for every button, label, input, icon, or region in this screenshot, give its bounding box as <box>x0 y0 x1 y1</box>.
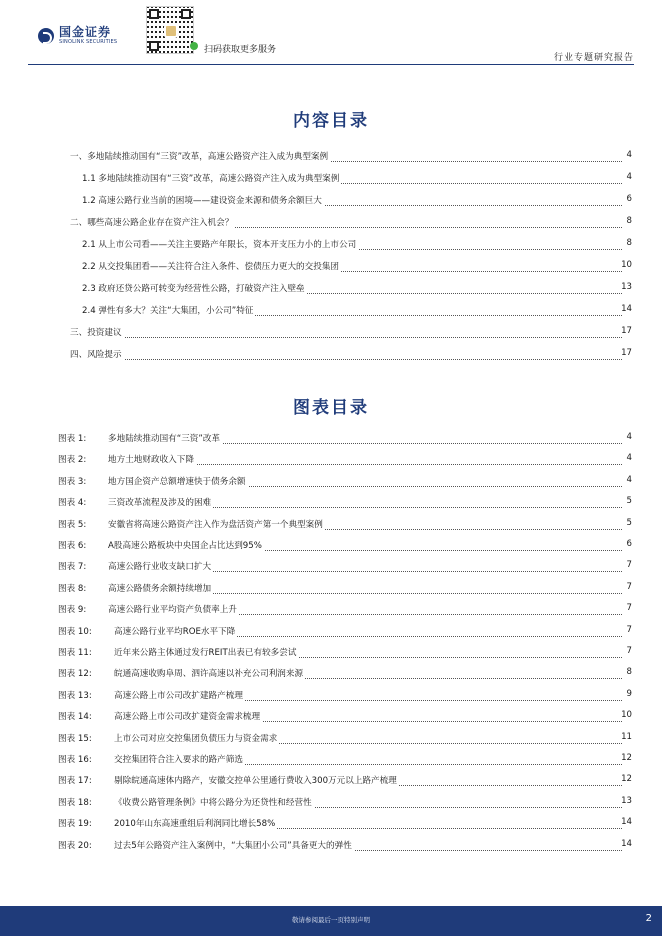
figure-entry[interactable] <box>0 432 662 448</box>
figure-entry[interactable] <box>0 732 662 748</box>
figure-label: 图表 19: <box>58 819 92 829</box>
figure-title: 《收费公路管理条例》中将公路分为还贷性和经营性 <box>114 798 312 808</box>
figure-page-number: 6 <box>620 539 632 549</box>
figure-label: 图表 13: <box>58 691 92 701</box>
figure-entry-text <box>58 774 399 786</box>
figure-entry-text <box>58 560 213 572</box>
figure-entry[interactable] <box>0 774 662 790</box>
figure-page-number: 12 <box>621 753 632 763</box>
figure-title: A股高速公路板块中央国企占比达到95% <box>108 541 262 551</box>
contents-entry-text: 2.3 政府还贷公路可转变为经营性公路，打破资产注入壁垒 <box>82 284 305 294</box>
footer-disclaimer: 敬请参阅最后一页特别声明 <box>292 916 370 924</box>
figure-label: 图表 18: <box>58 798 92 808</box>
figure-entry-text <box>58 839 354 851</box>
figure-title: 高速公路债务余额持续增加 <box>108 584 212 594</box>
figure-page-number: 7 <box>620 560 632 570</box>
figure-entry[interactable] <box>0 753 662 769</box>
figure-label: 图表 11: <box>58 648 92 658</box>
figure-entry[interactable] <box>0 646 662 662</box>
figure-entry-text <box>58 689 245 701</box>
figure-page-number: 4 <box>620 453 632 463</box>
contents-page-number: 4 <box>620 172 632 182</box>
contents-entry-text: 四、风险提示 <box>70 350 122 360</box>
figure-title: 地方土地财政收入下降 <box>108 455 194 465</box>
contents-page-number: 6 <box>620 194 632 204</box>
figure-title: 多地陆续推动国有“三资”改革 <box>108 434 221 444</box>
qr-code-icon[interactable] <box>146 6 194 54</box>
figure-label: 图表 3: <box>58 477 87 487</box>
contents-page-number: 8 <box>620 238 632 248</box>
figure-entry[interactable] <box>0 796 662 812</box>
figure-page-number: 4 <box>620 432 632 442</box>
logo-english-name: SINOLINK SECURITIES <box>59 39 118 45</box>
contents-entry-text: 一、多地陆续推动国有“三资”改革，高速公路资产注入成为典型案例 <box>70 152 329 162</box>
figure-title: 2010年山东高速重组后利润同比增长58% <box>114 819 276 829</box>
contents-page-number: 13 <box>621 282 632 292</box>
figure-page-number: 4 <box>620 475 632 485</box>
company-logo <box>38 26 117 45</box>
figure-label: 图表 10: <box>58 627 92 637</box>
page-header <box>0 0 662 62</box>
figure-entry[interactable] <box>0 475 662 491</box>
figure-label: 图表 6: <box>58 541 87 551</box>
contents-entry[interactable] <box>0 216 662 232</box>
figure-page-number: 7 <box>620 582 632 592</box>
figure-entry-text <box>58 496 213 508</box>
figure-label: 图表 7: <box>58 562 87 572</box>
contents-entry[interactable] <box>0 282 662 298</box>
figure-page-number: 10 <box>621 710 632 720</box>
figure-entry-text <box>58 817 277 829</box>
contents-page-number: 4 <box>620 150 632 160</box>
figure-entry-text <box>58 518 325 530</box>
figure-entry-text <box>58 539 264 551</box>
dot-leader <box>70 337 622 338</box>
figure-entry[interactable] <box>0 603 662 619</box>
figure-page-number: 7 <box>620 625 632 635</box>
figure-entry-text <box>58 582 213 594</box>
figure-page-number: 7 <box>620 603 632 613</box>
figure-title: 过去5年公路资产注入案例中，“大集团小公司”具备更大的弹性 <box>114 841 352 851</box>
figure-label: 图表 1: <box>58 434 87 444</box>
contents-page-number: 10 <box>621 260 632 270</box>
scan-prompt: 扫码获取更多服务 <box>204 45 277 55</box>
figure-entry[interactable] <box>0 453 662 469</box>
figure-label: 图表 20: <box>58 841 92 851</box>
figure-entry[interactable] <box>0 560 662 576</box>
contents-entry[interactable] <box>0 304 662 320</box>
figure-label: 图表 12: <box>58 669 92 679</box>
figure-title: 近年来公路主体通过发行REIT出表已有较多尝试 <box>114 648 297 658</box>
contents-page-number: 8 <box>620 216 632 226</box>
dot-leader <box>70 359 622 360</box>
figure-entry-text <box>58 753 245 765</box>
logo-mark-icon <box>38 28 54 44</box>
contents-entry-text: 2.1 从上市公司看——关注主要路产年限长，资本开支压力小的上市公司 <box>82 240 357 250</box>
figure-entry[interactable] <box>0 582 662 598</box>
figure-page-number: 5 <box>620 518 632 528</box>
figure-title: 高速公路上市公司改扩建路产梳理 <box>114 691 243 701</box>
page-footer <box>0 906 662 936</box>
contents-entry[interactable] <box>0 150 662 166</box>
contents-entry-text: 三、投资建议 <box>70 328 122 338</box>
figure-page-number: 7 <box>620 646 632 656</box>
figure-title: 高速公路行业平均资产负债率上升 <box>108 605 237 615</box>
contents-entry-text: 二、哪些高速公路企业存在资产注入机会？ <box>70 218 234 228</box>
figure-entry[interactable] <box>0 539 662 555</box>
figure-page-number: 8 <box>620 667 632 677</box>
contents-entry[interactable] <box>0 172 662 188</box>
figure-label: 图表 8: <box>58 584 87 594</box>
figure-title: 高速公路上市公司改扩建资金需求梳理 <box>114 712 261 722</box>
figure-entry-text <box>58 625 237 637</box>
figure-title: 安徽省将高速公路资产注入作为盘活资产第一个典型案例 <box>108 520 323 530</box>
wechat-badge-icon <box>190 42 198 50</box>
contents-page-number: 17 <box>621 326 632 336</box>
figure-label: 图表 14: <box>58 712 92 722</box>
figure-entry-text <box>58 710 262 722</box>
contents-entry[interactable] <box>0 348 662 364</box>
figure-title: 剔除皖通高速体内路产，安徽交控单公里通行费收入300万元以上路产梳理 <box>114 776 397 786</box>
figure-title: 高速公路行业平均ROE水平下降 <box>114 627 236 637</box>
figure-title: 高速公路行业收支缺口扩大 <box>108 562 212 572</box>
page-number: 2 <box>645 913 652 924</box>
figure-page-number: 14 <box>621 817 632 827</box>
figure-entry-text <box>58 475 248 487</box>
figure-label: 图表 16: <box>58 755 92 765</box>
figure-entry[interactable] <box>0 667 662 683</box>
header-divider <box>28 64 634 65</box>
contents-entry-text: 1.1 多地陆续推动国有“三资”改革，高速公路资产注入成为典型案例 <box>82 174 340 184</box>
figure-page-number: 5 <box>620 496 632 506</box>
figure-page-number: 9 <box>620 689 632 699</box>
figure-label: 图表 4: <box>58 498 87 508</box>
figure-entry[interactable] <box>0 817 662 833</box>
figure-entry-text <box>58 432 222 444</box>
contents-entry[interactable] <box>0 194 662 210</box>
contents-entry[interactable] <box>0 326 662 342</box>
figure-entry[interactable] <box>0 710 662 726</box>
figure-entry[interactable] <box>0 496 662 512</box>
logo-chinese-name: 国金证券 <box>59 25 112 39</box>
figure-title: 地方国企资产总额增速快于债务余额 <box>108 477 246 487</box>
figure-entry-text <box>58 646 298 658</box>
figure-label: 图表 15: <box>58 734 92 744</box>
figure-entry-text <box>58 667 305 679</box>
figure-page-number: 14 <box>621 839 632 849</box>
figure-entry-text <box>58 603 239 615</box>
contents-entry[interactable] <box>0 260 662 276</box>
contents-entry[interactable] <box>0 238 662 254</box>
figure-entry[interactable] <box>0 839 662 855</box>
figure-entry[interactable] <box>0 689 662 705</box>
figure-title: 上市公司对应交控集团负债压力与资金需求 <box>114 734 278 744</box>
contents-page-number: 14 <box>621 304 632 314</box>
figure-label: 图表 5: <box>58 520 87 530</box>
figure-label: 图表 9: <box>58 605 87 615</box>
figure-entry-text <box>58 796 314 808</box>
contents-entry-text: 2.2 从交投集团看——关注符合注入条件、偿债压力更大的交投集团 <box>82 262 340 272</box>
figure-entry[interactable] <box>0 518 662 534</box>
figure-label: 图表 17: <box>58 776 92 786</box>
figure-entry-text <box>58 732 279 744</box>
figure-page-number: 11 <box>621 732 632 742</box>
figure-title: 三资改革流程及涉及的困难 <box>108 498 212 508</box>
contents-title: 内容目录 <box>293 111 369 131</box>
report-type-label: 行业专题研究报告 <box>553 53 634 63</box>
figure-title: 交控集团符合注入要求的路产筛选 <box>114 755 243 765</box>
figure-page-number: 12 <box>621 774 632 784</box>
figure-entry[interactable] <box>0 625 662 641</box>
contents-page-number: 17 <box>621 348 632 358</box>
figure-label: 图表 2: <box>58 455 87 465</box>
figures-title: 图表目录 <box>293 398 369 418</box>
contents-entry-text: 1.2 高速公路行业当前的困境——建设资金来源和债务余额巨大 <box>82 196 322 206</box>
contents-entry-text: 2.4 弹性有多大？关注“大集团，小公司”特征 <box>82 306 254 316</box>
figure-entry-text <box>58 453 196 465</box>
figure-page-number: 13 <box>621 796 632 806</box>
figure-title: 皖通高速收购阜周、泗许高速以补充公司利润来源 <box>114 669 304 679</box>
